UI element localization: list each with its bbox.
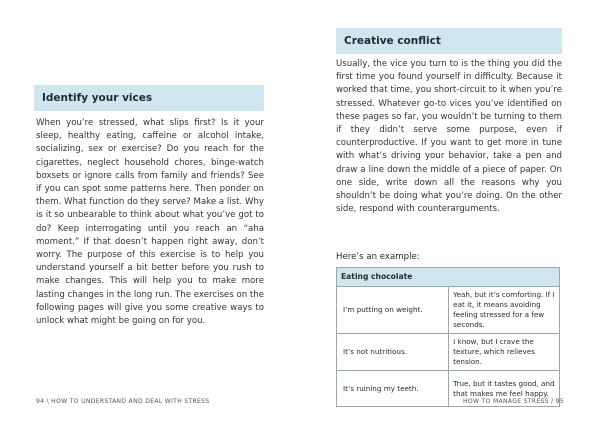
page-footer: 94 \ HOW TO UNDERSTAND AND DEAL WITH STRESS <box>36 398 210 405</box>
right-page <box>300 0 600 422</box>
body-paragraph: When you’re stressed, what slips first? Is it your sleep, healthy eating, caffeine or alcohol intake, socializing, sex or exercise? Do you reach for the cigarettes, neglect household chores, binge-watch boxsets or ignore calls from family and friends? See if you can spot some patterns here. Then ponder on them. What function do they serve? Make a list. Why is it so unbearable to think about what you’ve got to do? Keep interrogating until you reach an “aha moment.” If that doesn’t happen right away, don’t worry. The purpose of this exercise is to help you understand yourself a bit better before you rush to make changes. This will help you to make more lasting changes in the long run. The exercises on the following pages will give you some creative ways to unlock what might be going on for you. <box>36 118 264 327</box>
table-row <box>337 287 560 334</box>
reason-cell: I’m putting on weight. <box>337 287 449 334</box>
section-heading: Creative conflict <box>344 35 441 47</box>
reason-cell: It’s ruining my teeth. <box>337 371 449 407</box>
section-heading-box <box>34 85 264 111</box>
page-footer: HOW TO MANAGE STRESS / 95 <box>463 398 564 405</box>
counter-cell: True, but it tastes good, and that makes me feel happy. <box>449 371 560 407</box>
section-heading-box <box>336 28 562 54</box>
table-header-row <box>337 268 560 287</box>
reason-cell: It’s not nutritious. <box>337 334 449 371</box>
example-label: Here’s an example: <box>336 252 420 262</box>
counter-cell: Yeah, but it’s comforting. If I eat it, it means avoiding feeling stressed for a few seconds. <box>449 287 560 334</box>
section-heading: Identify your vices <box>42 92 153 104</box>
table-title: Eating chocolate <box>337 268 560 287</box>
table-row <box>337 334 560 371</box>
body-paragraph: Usually, the vice you turn to is the thing you did the first time you found yourself in difficulty. Because it worked that time, you short-circuit to it when you’re stressed. Whatever go-to vices you’ve identified on these pages so far, you wouldn’t be turning to them if they didn’t serve some purpose, even if counterproductive. If you want to get more in tune with what’s driving your behavior, take a pen and draw a line down the middle of a piece of paper. On one side, write down all the reasons why you shouldn’t be doing what you’re doing. On the other side, respond with counterarguments. <box>336 59 562 215</box>
example-table <box>336 267 560 407</box>
counter-cell: I know, but I crave the texture, which relieves tension. <box>449 334 560 371</box>
